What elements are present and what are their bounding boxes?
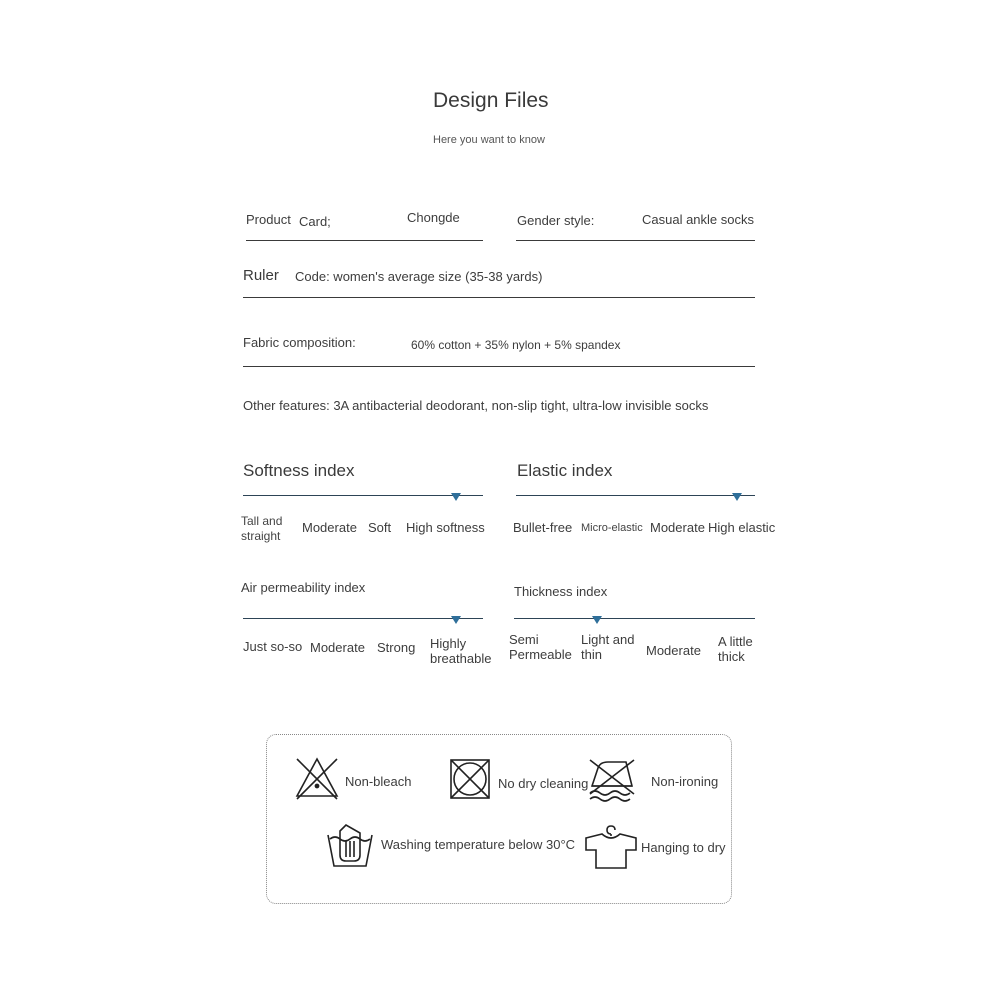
divider [243, 297, 755, 298]
elastic-option: Bullet-free [513, 520, 573, 535]
thickness-option: A little thick [718, 634, 753, 664]
hand-wash-icon [326, 823, 374, 869]
non-bleach-label: Non-bleach [345, 774, 412, 789]
softness-scale [243, 495, 483, 496]
thickness-scale [514, 618, 755, 619]
hang-dry-icon [584, 820, 638, 870]
divider [243, 366, 755, 367]
hanging-to-dry-label: Hanging to dry [641, 840, 726, 855]
softness-option: High softness [406, 520, 485, 535]
brand-value: Chongde [407, 210, 460, 225]
softness-option: Tall and straight [241, 514, 283, 543]
thickness-option: Moderate [646, 643, 701, 658]
non-ironing-label: Non-ironing [651, 774, 719, 789]
thickness-marker [592, 616, 602, 624]
air-option: Moderate [310, 640, 365, 655]
softness-title: Softness index [243, 461, 355, 480]
air-option: Just so-so [243, 639, 303, 654]
product-label: Product [246, 212, 291, 227]
thickness-title: Thickness index [514, 584, 608, 599]
no-iron-icon [586, 756, 638, 802]
elastic-option: High elastic [708, 520, 776, 535]
softness-marker [451, 493, 461, 501]
thickness-option: Light and thin [581, 632, 635, 662]
fabric-label: Fabric composition: [243, 335, 356, 350]
divider [246, 240, 483, 241]
page-subtitle: Here you want to know [433, 134, 545, 146]
elastic-title: Elastic index [517, 461, 613, 480]
ruler-value: Code: women's average size (35-38 yards) [295, 269, 543, 284]
softness-option: Soft [368, 520, 392, 535]
gender-value: Casual ankle socks [642, 212, 754, 227]
page-title: Design Files [433, 89, 549, 112]
air-title: Air permeability index [241, 580, 366, 595]
divider [516, 240, 755, 241]
air-marker [451, 616, 461, 624]
card-label: Card; [299, 214, 331, 229]
fabric-value: 60% cotton + 35% nylon + 5% spandex [411, 338, 621, 352]
elastic-option: Moderate [650, 520, 705, 535]
elastic-scale [516, 495, 755, 496]
air-option: Highly breathable [430, 636, 492, 666]
no-bleach-icon [294, 756, 340, 802]
thickness-option: Semi Permeable [509, 632, 572, 662]
softness-option: Moderate [302, 520, 357, 535]
ruler-label: Ruler [243, 267, 279, 284]
air-option: Strong [377, 640, 416, 655]
elastic-marker [732, 493, 742, 501]
gender-label: Gender style: [517, 213, 595, 228]
features-text: Other features: 3A antibacterial deodorant, non-slip tight, ultra-low invisible socks [243, 398, 709, 413]
no-dry-clean-icon [449, 758, 491, 800]
washing-temperature-label: Washing temperature below 30°C [381, 837, 576, 852]
air-scale [243, 618, 483, 619]
elastic-option: Micro-elastic [581, 522, 643, 534]
no-dry-cleaning-label: No dry cleaning [498, 776, 589, 791]
